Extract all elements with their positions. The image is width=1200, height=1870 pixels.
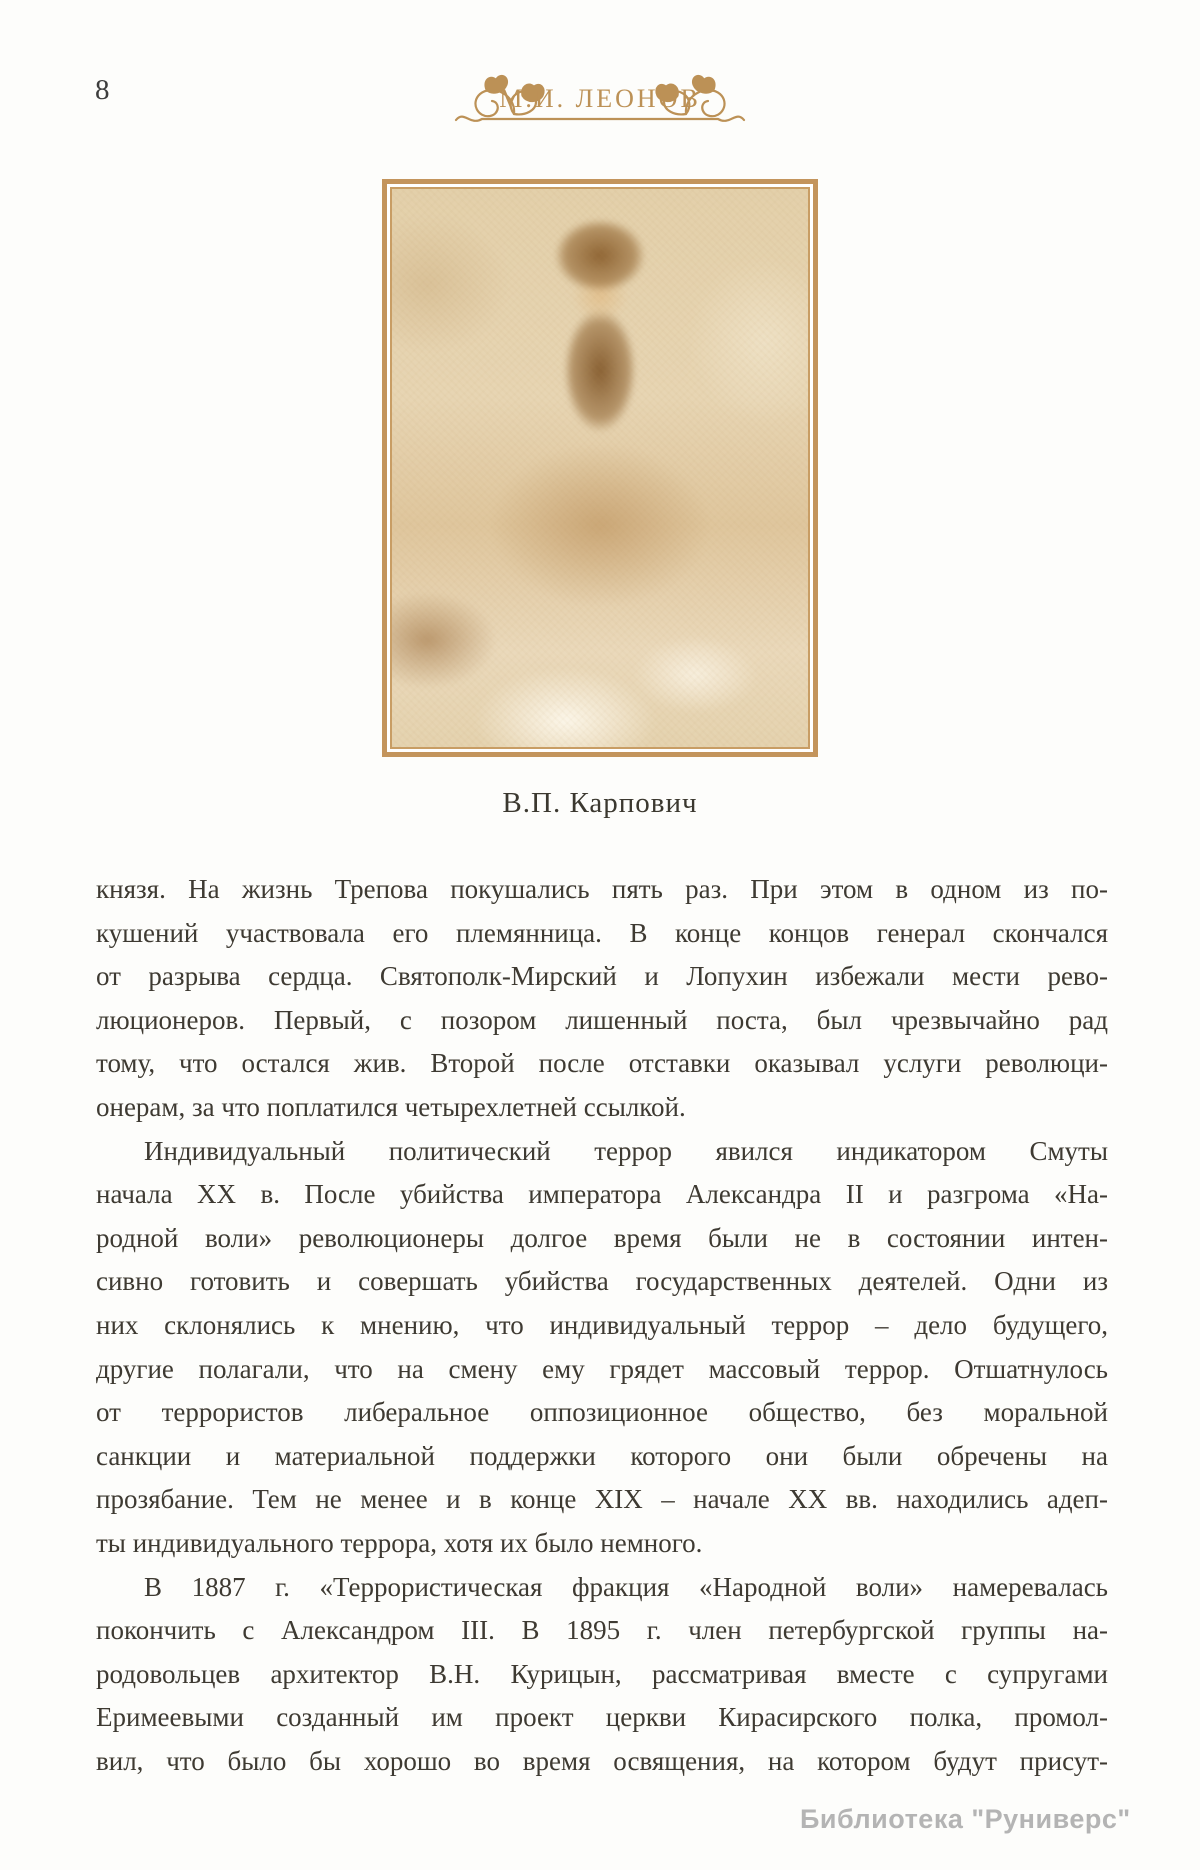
body-line: ты индивидуального террора, хотя их было немного. xyxy=(96,1527,703,1558)
body-text xyxy=(96,868,1108,1783)
photo-frame xyxy=(382,179,818,757)
figure-caption: В.П. Карпович xyxy=(502,787,698,819)
body-line: них склонялись к мнению, что индивидуальный террор – дело будущего, xyxy=(96,1309,1108,1340)
body-line: Индивидуальный политический террор явился индикатором Смуты xyxy=(144,1135,1108,1166)
body-line: родовольцев архитектор В.Н. Курицын, рассматривая вместе с супругами xyxy=(96,1658,1108,1689)
running-head xyxy=(450,66,750,130)
page-number: 8 xyxy=(95,74,110,106)
body-line: прозябание. Тем не менее и в конце XIX – начале XX вв. находились адеп- xyxy=(96,1484,1108,1515)
body-line: от террористов либеральное оппозиционное общество, без моральной xyxy=(96,1397,1108,1428)
body-line: кушений участвовала его племянница. В конце концов генерал скончался xyxy=(96,917,1108,948)
body-line: санкции и материальной поддержки которого они были обречены на xyxy=(96,1440,1108,1471)
body-line: начала XX в. После убийства императора Александра II и разгрома «На- xyxy=(96,1179,1108,1210)
photo-inner-frame xyxy=(390,187,810,749)
photo-grain-texture xyxy=(392,189,808,747)
body-line: люционеров. Первый, с позором лишенный поста, был чрезвычайно рад xyxy=(96,1004,1108,1035)
portrait-figure xyxy=(382,179,818,757)
body-line: Еримеевыми созданный им проект церкви Кирасирского полка, промол- xyxy=(96,1702,1108,1733)
body-line: покончить с Александром III. В 1895 г. член петербургской группы на- xyxy=(96,1615,1108,1646)
body-line: онерам, за что поплатился четырехлетней ссылкой. xyxy=(96,1091,686,1122)
body-line: князя. На жизнь Трепова покушались пять раз. При этом в одном из по- xyxy=(96,874,1108,904)
body-line: от разрыва сердца. Святополк-Мирский и Лопухин избежали мести рево- xyxy=(96,961,1108,992)
body-line: сивно готовить и совершать убийства государственных деятелей. Одни из xyxy=(96,1266,1108,1297)
library-watermark: Библиотека "Руниверс" xyxy=(800,1804,1131,1834)
body-line: тому, что остался жив. Второй после отставки оказывал услуги революци- xyxy=(96,1048,1108,1079)
body-line: родной воли» революционеры долгое время были не в состоянии интен- xyxy=(96,1222,1108,1253)
body-line: другие полагали, что на смену ему грядет массовый террор. Отшатнулось xyxy=(96,1353,1108,1384)
running-head-title: М.И. ЛЕОНОВ xyxy=(499,84,701,113)
body-line: В 1887 г. «Террористическая фракция «Народной воли» намеревалась xyxy=(144,1571,1108,1602)
body-line: вил, что было бы хорошо во время освящения, на котором будут присут- xyxy=(96,1745,1108,1776)
